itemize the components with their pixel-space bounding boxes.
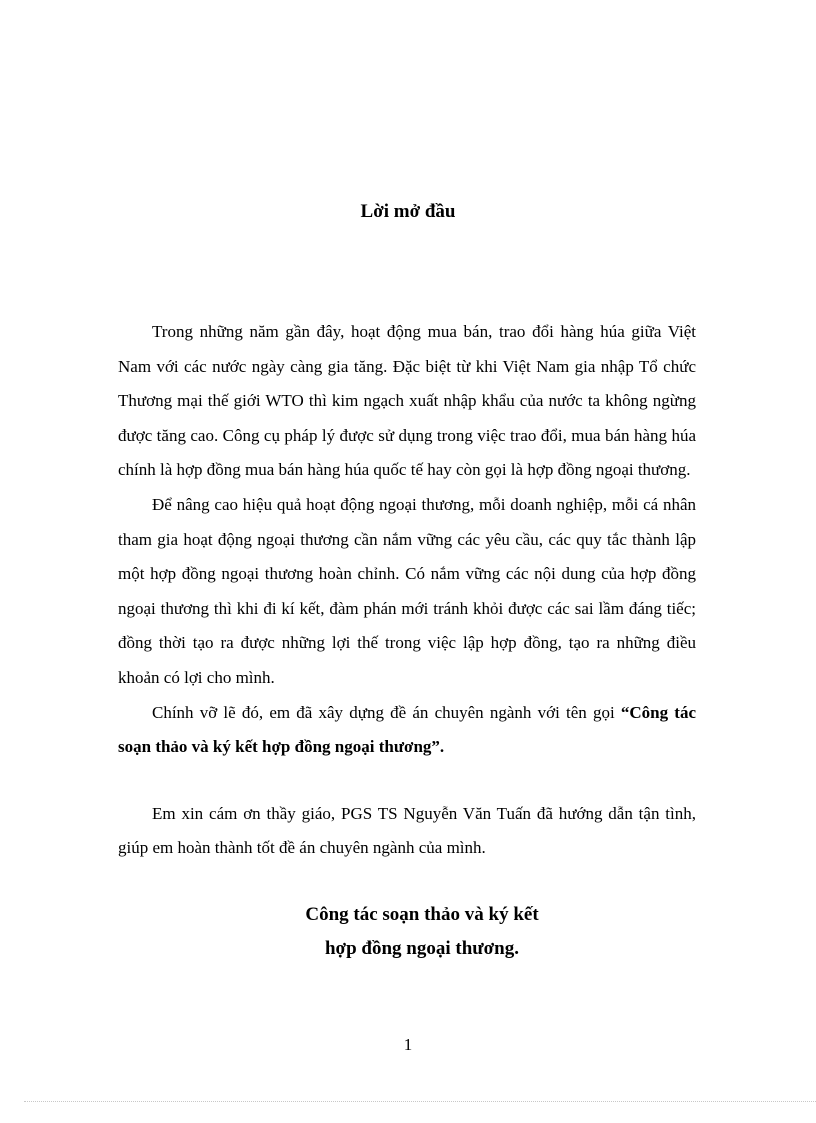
closing-title-line-1: Công tác soạn thảo và ký kết — [305, 904, 539, 925]
paragraph-topic-text: Chính vỡ lẽ đó, em đã xây dựng đề án chuyên ngành với tên gọi — [152, 702, 621, 722]
page-bottom-divider — [24, 1101, 816, 1102]
paragraph-topic — [118, 696, 696, 765]
document-body — [118, 315, 696, 866]
paragraph-acknowledgement: Em xin cám ơn thầy giáo, PGS TS Nguyễn Văn Tuấn đã hướng dẫn tận tình, giúp em hoàn thành tốt đề án chuyên ngành của mình. — [118, 803, 696, 858]
document-title: Lời mở đầu — [360, 201, 456, 222]
paragraph-importance: Để nâng cao hiệu quả hoạt động ngoại thương, mỗi doanh nghiệp, mỗi cá nhân tham gia hoạt động ngoại thương cần nắm vững các yêu cầu, các quy tắc thành lập một hợp đồng ngoại thương hoàn chỉnh. Có nắm vững các nội dung của hợp đồng ngoại thương thì khi đi kí kết, đàm phán mới tránh khỏi được các sai lầm đáng tiếc; đồng thời tạo ra được những lợi thế trong việc lập hợp đồng, tạo ra những điều khoản có lợi cho mình. — [118, 494, 696, 687]
closing-title — [0, 898, 816, 966]
paragraph-intro: Trong những năm gần đây, hoạt động mua bán, trao đổi hàng húa giữa Việt Nam với các nước ngày càng gia tăng. Đặc biệt từ khi Việt Nam gia nhập Tổ chức Thương mại thế giới WTO thì kim ngạch xuất nhập khẩu của nước ta không ngừng được tăng cao. Công cụ pháp lý được sử dụng trong việc trao đổi, mua bán hàng húa chính là hợp đồng mua bán hàng húa quốc tế hay còn gọi là hợp đồng ngoại thương. — [118, 322, 696, 480]
topic-title-bold: “Công tác soạn thảo và ký kết hợp đồng ngoại thương”. — [118, 702, 696, 757]
page-number: 1 — [403, 1035, 413, 1054]
closing-title-line-2: hợp đồng ngoại thương. — [324, 938, 520, 959]
